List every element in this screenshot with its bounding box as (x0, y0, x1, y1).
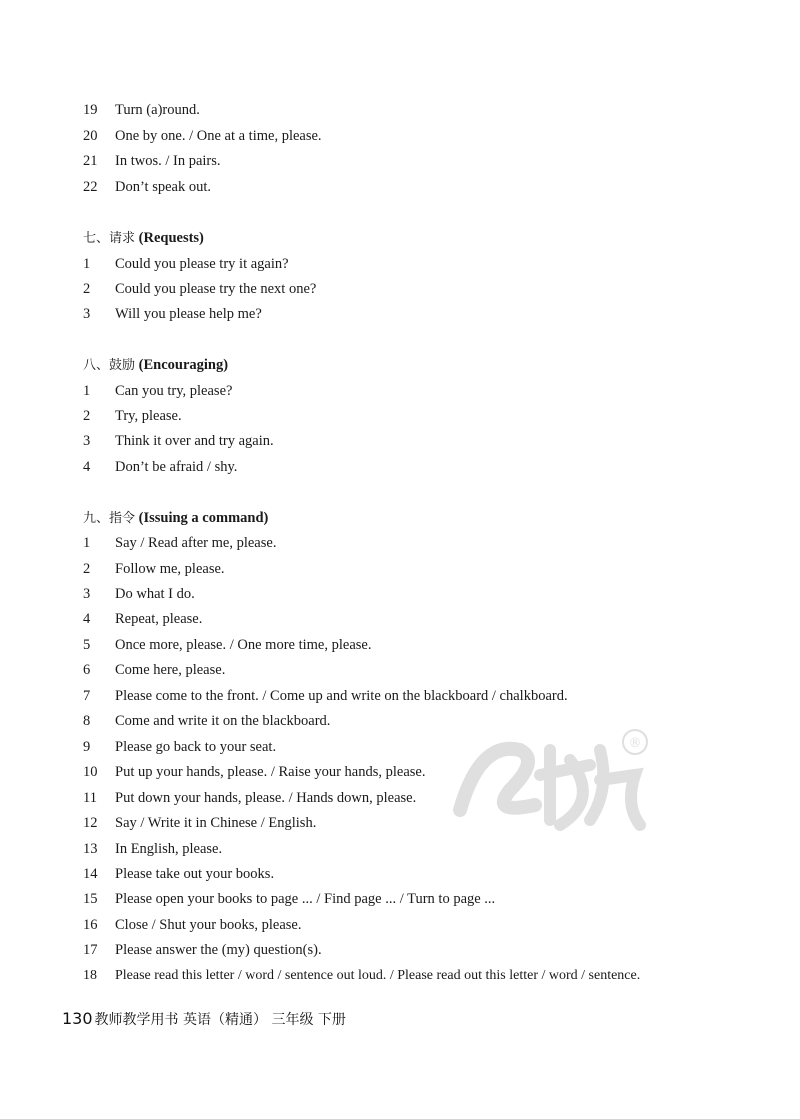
list-item: 1 Say / Read after me, please. (83, 535, 277, 551)
list-item: 9 Please go back to your seat. (83, 739, 277, 755)
list-item: 2 Try, please. (83, 408, 182, 424)
list-item: 1 Can you try, please? (83, 383, 233, 399)
section-heading-encouraging: 八、鼓励 (Encouraging) (83, 357, 229, 373)
list-item: 14 Please take out your books. (83, 866, 275, 882)
list-item: 22 Don’t speak out. (83, 179, 211, 195)
list-item: 5 Once more, please. / One more time, please. (83, 637, 372, 653)
list-item: 2 Follow me, please. (83, 561, 225, 577)
list-item: 2 Could you please try the next one? (83, 281, 317, 297)
publisher-watermark (440, 720, 660, 840)
page-number: 130 (62, 1009, 93, 1028)
list-item: 13 In English, please. (83, 841, 223, 857)
list-item: 1 Could you please try it again? (83, 256, 289, 272)
list-item: 3 Think it over and try again. (83, 433, 274, 449)
section-heading-command: 九、指令 (Issuing a command) (83, 510, 269, 526)
list-item: 20 One by one. / One at a time, please. (83, 128, 322, 144)
list-item: 6 Come here, please. (83, 662, 226, 678)
list-item: 17 Please answer the (my) question(s). (83, 942, 322, 958)
page-footer (62, 1008, 346, 1031)
list-item: 3 Will you please help me? (83, 306, 262, 322)
registered-mark: ® (628, 736, 642, 751)
list-item: 8 Come and write it on the blackboard. (83, 713, 331, 729)
list-item: 4 Repeat, please. (83, 611, 203, 627)
list-item: 12 Say / Write it in Chinese / English. (83, 815, 317, 831)
list-item: 18 Please read this letter / word / sentence out loud. / Please read out this letter / word / sentence. (83, 968, 641, 983)
list-item: 10 Put up your hands, please. / Raise your hands, please. (83, 764, 426, 780)
list-item: 4 Don’t be afraid / shy. (83, 459, 238, 475)
list-item: 7 Please come to the front. / Come up and write on the blackboard / chalkboard. (83, 688, 568, 704)
list-item: 21 In twos. / In pairs. (83, 153, 221, 169)
list-item: 19 Turn (a)round. (83, 102, 200, 118)
section-heading-requests: 七、请求 (Requests) (83, 230, 204, 246)
list-item: 11 Put down your hands, please. / Hands down, please. (83, 790, 417, 806)
book-title: 教师教学用书 英语（精通） 三年级 下册 (94, 1012, 346, 1028)
list-item: 16 Close / Shut your books, please. (83, 917, 302, 933)
list-item: 15 Please open your books to page ... / Find page ... / Turn to page ... (83, 891, 496, 907)
list-item: 3 Do what I do. (83, 586, 195, 602)
